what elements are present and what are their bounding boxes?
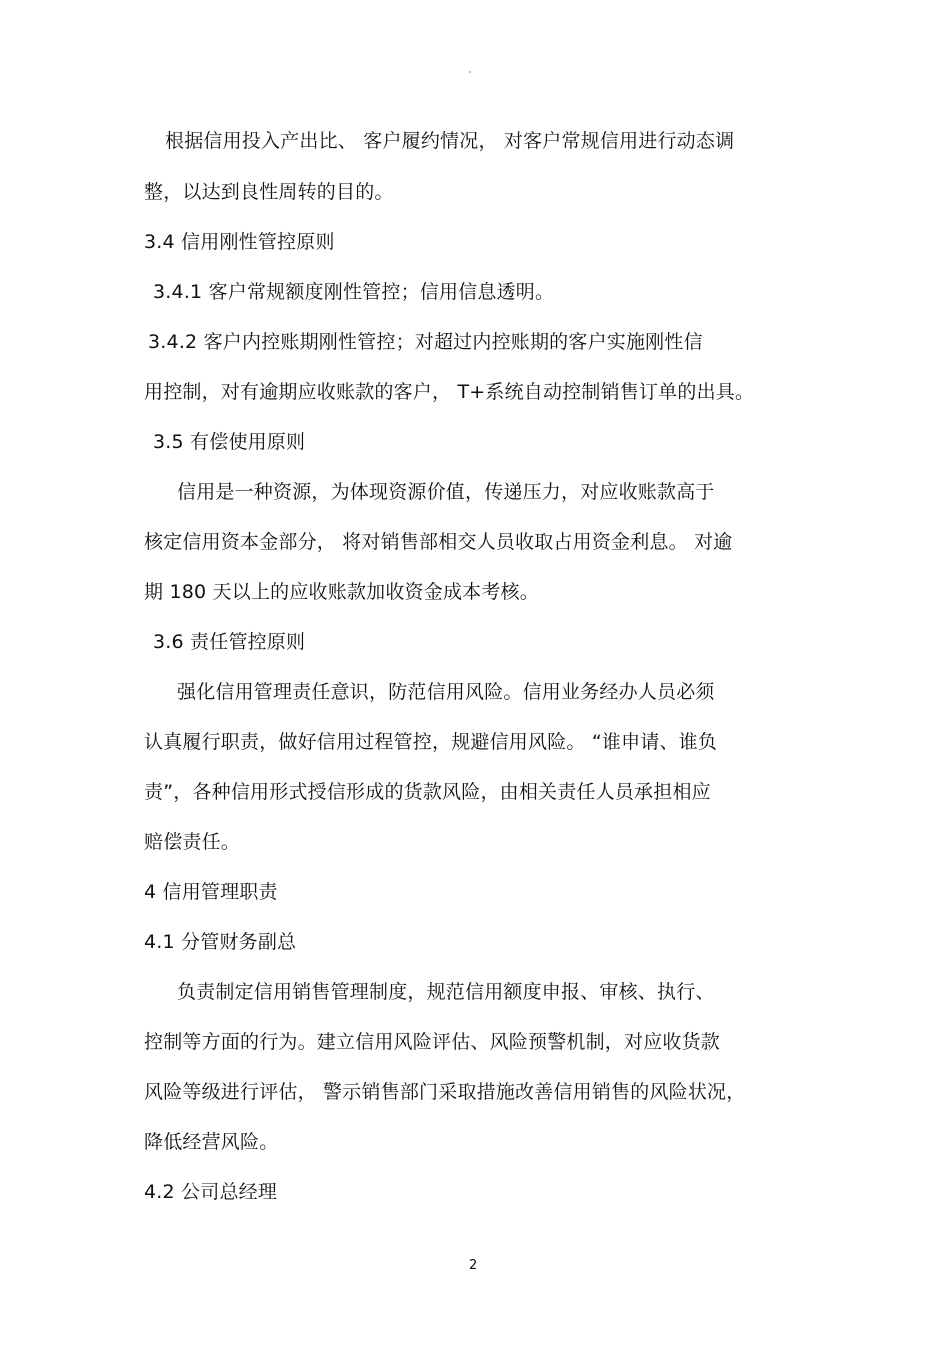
text-line: 期 180 天以上的应收账款加收资金成本考核。 — [144, 581, 539, 603]
subsection-heading: 3.4.1 客户常规额度刚性管控；信用信息透明。 — [153, 281, 555, 303]
text-line: 根据信用投入产出比、 客户履约情况， 对客户常规信用进行动态调 — [165, 130, 735, 152]
section-heading: 4.2 公司总经理 — [144, 1181, 278, 1203]
text-line: 核定信用资本金部分， 将对销售部相交人员收取占用资金利息。 对逾 — [144, 531, 733, 553]
text-line: 责”，各种信用形式授信形成的货款风险，由相关责任人员承担相应 — [144, 781, 711, 803]
text-line: 认真履行职责，做好信用过程管控，规避信用风险。 “谁申请、谁负 — [144, 731, 718, 753]
text-line: 风险等级进行评估， 警示销售部门采取措施改善信用销售的风险状况， — [144, 1081, 746, 1103]
header-mark: " — [468, 70, 472, 79]
text-line: 信用是一种资源，为体现资源价值，传递压力，对应收账款高于 — [177, 481, 715, 503]
page-number: 2 — [469, 1258, 478, 1273]
text-line: 控制等方面的行为。建立信用风险评估、风险预警机制，对应收货款 — [144, 1031, 721, 1053]
section-heading: 3.6 责任管控原则 — [153, 631, 306, 653]
subsection-heading: 3.4.2 客户内控账期刚性管控；对超过内控账期的客户实施刚性信 — [148, 331, 703, 353]
text-line: 用控制，对有逾期应收账款的客户， T+系统自动控制销售订单的出具。 — [144, 381, 755, 403]
text-line: 赔偿责任。 — [144, 831, 241, 853]
section-heading: 3.5 有偿使用原则 — [153, 431, 306, 453]
text-line: 强化信用管理责任意识，防范信用风险。信用业务经办人员必须 — [177, 681, 715, 703]
section-heading: 3.4 信用刚性管控原则 — [144, 231, 335, 253]
section-heading: 4.1 分管财务副总 — [144, 931, 297, 953]
chapter-heading: 4 信用管理职责 — [144, 881, 278, 903]
text-line: 整，以达到良性周转的目的。 — [144, 181, 394, 203]
text-line: 负责制定信用销售管理制度，规范信用额度申报、审核、执行、 — [177, 981, 715, 1003]
text-line: 降低经营风险。 — [144, 1131, 279, 1153]
